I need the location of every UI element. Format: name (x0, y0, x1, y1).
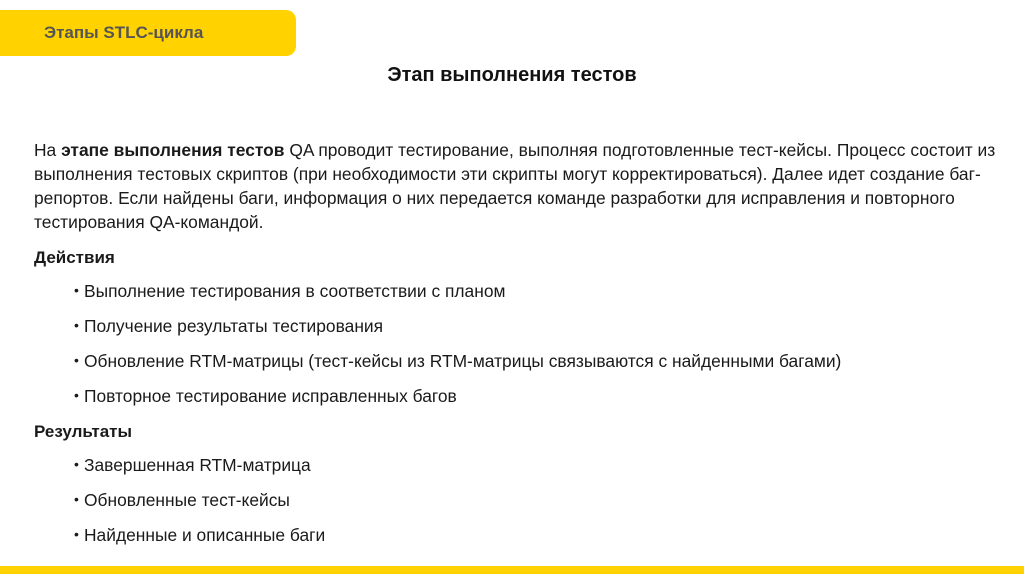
intro-bold-term: этапе выполнения тестов (61, 140, 285, 160)
list-item (74, 452, 1009, 477)
bullet-icon: • (74, 387, 79, 403)
slide-content (34, 138, 1009, 547)
list-item (74, 313, 1009, 338)
list-item-text: Обновленные тест-кейсы (84, 490, 290, 510)
bullet-icon: • (74, 282, 79, 298)
bullet-icon: • (74, 491, 79, 507)
list-item-text: Найденные и описанные баги (84, 525, 326, 545)
actions-list (34, 278, 1009, 408)
intro-paragraph (34, 138, 1009, 234)
list-item-text: Повторное тестирование исправленных багов (84, 386, 457, 406)
bottom-accent-bar (0, 566, 1024, 574)
list-item (74, 348, 1009, 373)
list-item (74, 383, 1009, 408)
actions-heading: Действия (34, 248, 115, 267)
results-heading: Результаты (34, 422, 133, 441)
section-tag-label: Этапы STLC-цикла (44, 23, 204, 42)
bullet-icon: • (74, 352, 79, 368)
bullet-icon: • (74, 317, 79, 333)
intro-prefix: На (34, 140, 62, 160)
intro-text: QA проводит тестирование, выполняя подготовленные тест-кейсы. Процесс состоит из выполнения тестовых скриптов (при необходимости эти скрипты могут корректироваться). Далее идет создание баг-репортов. Если найдены баги, информация о них передается команде разработки для исправления и повторного тестирования QA-командой. (34, 140, 996, 232)
slide-title: Этап выполнения тестов (387, 64, 637, 86)
bullet-icon: • (74, 526, 79, 542)
bullet-icon: • (74, 456, 79, 472)
results-list (34, 452, 1009, 547)
list-item-text: Завершенная RTM-матрица (84, 455, 311, 475)
list-item-text: Выполнение тестирования в соответствии с планом (84, 281, 506, 301)
section-tag (0, 10, 296, 56)
list-item (74, 522, 1009, 547)
list-item-text: Обновление RTM-матрицы (тест-кейсы из RTM-матрицы связываются с найденными багами) (84, 351, 842, 371)
list-item (74, 487, 1009, 512)
list-item-text: Получение результаты тестирования (84, 316, 384, 336)
list-item (74, 278, 1009, 303)
